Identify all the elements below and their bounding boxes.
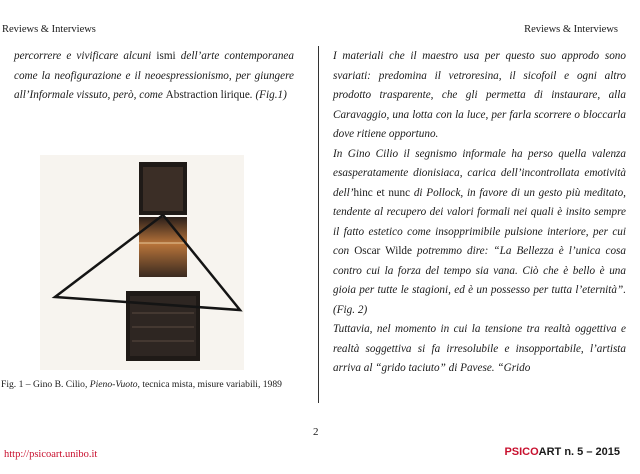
caption-prefix: Fig. 1 – Gino B. Cilio,	[1, 379, 90, 390]
caption-title: Pieno-Vuoto	[89, 379, 138, 390]
brand-rest: ART n. 5 – 2015	[538, 446, 620, 458]
paragraph-2	[333, 145, 626, 321]
left-text-3: dell’arte contemporanea come la neofigurazione e il neoespressionismo, per giungere all’Informale vissuto, però, come	[14, 50, 294, 101]
footer-url-link[interactable]: http://psicoart.unibo.it	[4, 449, 98, 460]
footer-brand	[504, 446, 620, 458]
left-text-2: ismi	[156, 50, 176, 62]
header-left: Reviews & Interviews	[2, 24, 96, 35]
caption-suffix: , tecnica mista, misure variabili, 1989	[137, 379, 282, 390]
left-text-4: Abstraction lirique	[165, 89, 250, 101]
brand-psico: PSICO	[504, 446, 539, 458]
artwork-figure	[40, 155, 244, 370]
artwork-middle-panel	[139, 217, 187, 277]
p2-text-a: In Gino Cilio il segnismo informale ha perso quella valenza esasperatamente dionisiaca, carica dell’incontrollata emotività dell’	[333, 147, 626, 199]
paragraph-1: I materiali che il maestro usa per questo suo approdo sono svariati: predomina il vetroresina, il sicofoil e ogni altro prodotto trasparente, che gli permetta di instaurare, alla Caravaggio, una lotta con la luce, per farla scorrere o bloccarla dove ritiene opportuno.	[333, 50, 626, 140]
left-column-text	[14, 47, 294, 106]
header-right: Reviews & Interviews	[524, 24, 618, 35]
p2-text-b: hinc et nunc	[353, 186, 411, 199]
left-text-5: . (Fig.1)	[249, 89, 287, 101]
right-column-text	[333, 47, 626, 379]
left-text-1: percorrere e vivificare alcuni	[14, 50, 157, 62]
artwork-top-box-inner	[143, 167, 183, 211]
column-divider	[318, 46, 319, 403]
paragraph-3: Tuttavia, nel momento in cui la tensione tra realtà oggettiva e realtà soggettiva si fa irresolubile e insopportabile, l’artista arriva al “grido taciuto” di Pavese. “Grido	[333, 323, 626, 374]
p2-text-d: Oscar Wilde	[354, 245, 412, 257]
artwork-image	[40, 155, 244, 370]
p2-text-e: potremmo dire: “La Bellezza è l’unica cosa contro cui la forza del tempo sia vana. Ciò che è bello è una gioia per tutte le stagioni, ed è un possesso per tutta l’eternità”. (Fig. 2)	[333, 245, 626, 316]
p2-text-c: di Pollock, in favore di un gesto più meditato, tendente al recupero dei valori formali nei quali è insito sempre il fatto estetico come insopprimibile pulsione interiore, per cui con	[333, 186, 626, 257]
figure-caption	[1, 379, 282, 391]
page-number: 2	[313, 426, 319, 438]
